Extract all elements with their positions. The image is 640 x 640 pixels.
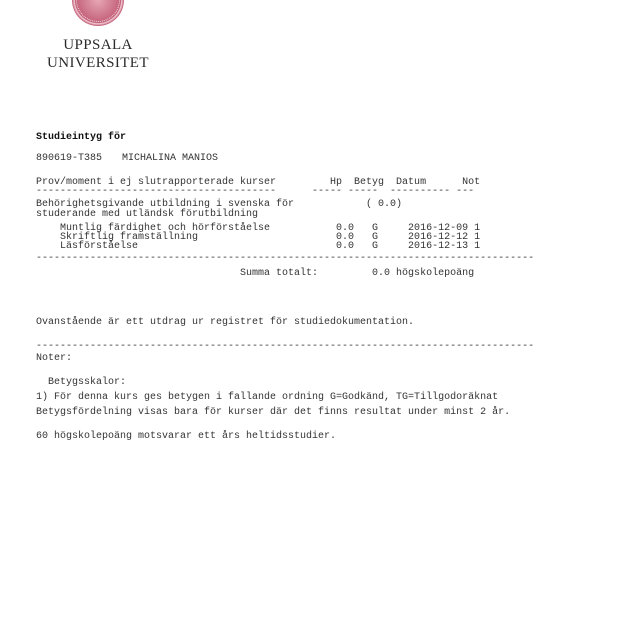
note-grade-order: 1) För denna kurs ges betygen i fallande ordning G=Godkänd, TG=Tillgodoräknat <box>36 392 499 403</box>
course-hp: ( 0.0) <box>366 199 403 210</box>
personal-number: 890619-T385 <box>36 153 103 164</box>
table-row: Skriftlig framställning 0.0 G 2016-12-12 1 <box>36 232 481 243</box>
student-name: MICHALINA MANIOS <box>122 153 219 164</box>
university-name-line2: UNIVERSITET <box>47 55 149 71</box>
table-header: Prov/moment i ej slutrapporterade kurser Hp Betyg Datum Not <box>36 177 481 188</box>
document-title: Studieintyg för <box>36 132 127 143</box>
course-name-line1: Behörighetsgivande utbildning i svenska för <box>36 199 295 210</box>
extract-note: Ovanstående är ett utdrag ur registret för studiedokumentation. <box>36 317 415 328</box>
total-row: Summa totalt: 0.0 högskolepoäng <box>36 268 475 279</box>
notes-separator: ----------------------------------------------------------------------------------- <box>36 341 535 352</box>
grade-scales-label: Betygsskalor: <box>36 377 127 388</box>
note-credits-equivalence: 60 högskolepoäng motsvarar ett års heltidsstudier. <box>36 431 337 442</box>
course-name-line2: studerande med utländsk förutbildning <box>36 209 259 220</box>
university-name-line1: UPPSALA <box>63 37 133 53</box>
notes-label: Noter: <box>36 353 73 364</box>
table-row: Läsförståelse 0.0 G 2016-12-13 1 <box>36 241 481 252</box>
table-header-underline: ---------------------------------------- ----- ----- ---------- --- <box>36 186 475 197</box>
table-row: Muntlig färdighet och hörförståelse 0.0 G 2016-12-09 1 <box>36 223 481 234</box>
note-grade-distribution: Betygsfördelning visas bara för kurser där det finns resultat under minst 2 år. <box>36 407 511 418</box>
table-separator: ----------------------------------------------------------------------------------- <box>36 253 535 264</box>
